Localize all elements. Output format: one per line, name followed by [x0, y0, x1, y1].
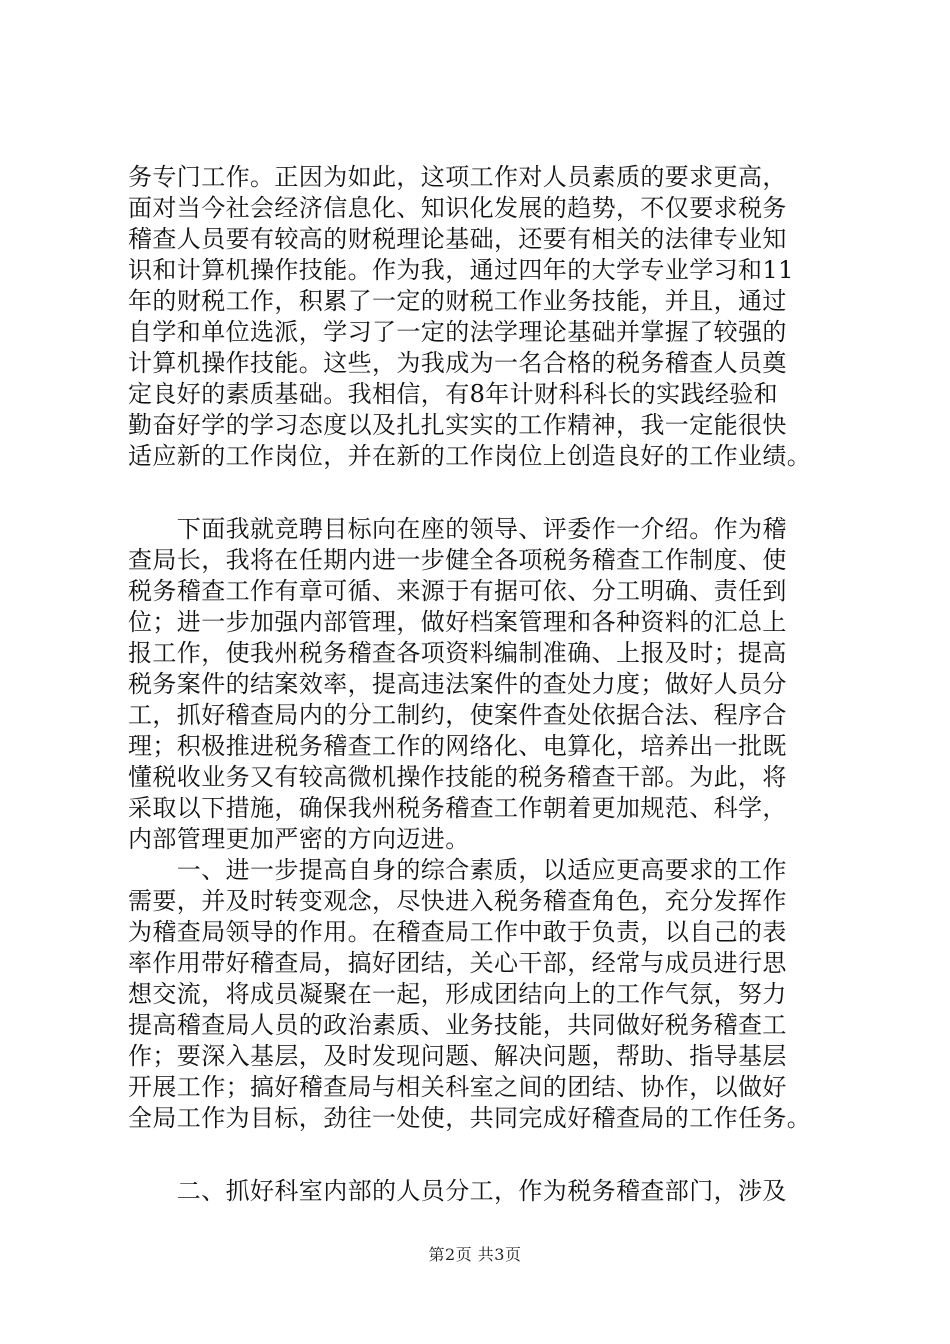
- text-line: 理；积极推进税务稽查工作的网络化、电算化，培养出一批既: [128, 732, 787, 760]
- text-line: 率作用带好稽查局，搞好团结，关心干部，经常与成员进行思: [128, 949, 787, 977]
- text-line: 开展工作；搞好稽查局与相关科室之间的团结、协作，以做好: [128, 1073, 787, 1101]
- text-line: 勤奋好学的学习态度以及扎扎实实的工作精神，我一定能很快: [128, 411, 787, 439]
- text-line: 面对当今社会经济信息化、知识化发展的趋势，不仅要求税务: [128, 194, 787, 222]
- text-line: 提高稽查局人员的政治素质、业务技能，共同做好税务稽查工: [128, 1011, 787, 1039]
- text-line: 工，抓好稽查局内的分工制约，使案件查处依据合法、程序合: [128, 701, 787, 729]
- text-line: 适应新的工作岗位，并在新的工作岗位上创造良好的工作业绩。: [128, 442, 812, 470]
- text-line: 二、抓好科室内部的人员分工，作为税务稽查部门，涉及: [128, 1177, 787, 1205]
- text-line: 务专门工作。正因为如此，这项工作对人员素质的要求更高，: [128, 163, 787, 191]
- text-line: 采取以下措施，确保我州税务稽查工作朝着更加规范、科学，: [128, 794, 787, 822]
- text-line: 计算机操作技能。这些，为我成为一名合格的税务稽查人员奠: [128, 349, 787, 377]
- text-line: 需要，并及时转变观念，尽快进入税务稽查角色，充分发挥作: [128, 887, 787, 915]
- paragraph-4: [128, 1176, 848, 1207]
- text-line: 懂税收业务又有较高微机操作技能的税务稽查干部。为此，将: [128, 763, 787, 791]
- text-line: 下面我就竞聘目标向在座的领导、评委作一介绍。作为稽: [128, 515, 787, 543]
- text-line: 稽查人员要有较高的财税理论基础，还要有相关的法律专业知: [128, 225, 787, 253]
- text-line: 年的财税工作，积累了一定的财税工作业务技能，并且，通过: [128, 287, 787, 315]
- paragraph-1: [128, 162, 848, 472]
- text-line: 税务稽查工作有章可循、来源于有据可依、分工明确、责任到: [128, 577, 787, 605]
- page-number-footer: 第2页 共3页: [428, 1245, 522, 1264]
- text-line: 全局工作为目标，劲往一处使，共同完成好稽查局的工作任务。: [128, 1104, 812, 1132]
- text-line: 为稽查局领导的作用。在稽查局工作中敢于负责，以自己的表: [128, 918, 787, 946]
- paragraph-spacer: [128, 472, 848, 514]
- text-line: 自学和单位选派，学习了一定的法学理论基础并掌握了较强的: [128, 318, 787, 346]
- text-line: 内部管理更加严密的方向迈进。: [128, 825, 470, 853]
- text-line: 位；进一步加强内部管理，做好档案管理和各种资料的汇总上: [128, 608, 787, 636]
- text-line: 识和计算机操作技能。作为我，通过四年的大学专业学习和11: [128, 256, 794, 284]
- text-line: 查局长，我将在任期内进一步健全各项税务稽查工作制度、使: [128, 546, 787, 574]
- document-body: [128, 162, 848, 1207]
- text-line: 一、进一步提高自身的综合素质，以适应更高要求的工作: [128, 856, 787, 884]
- paragraph-spacer: [128, 1134, 848, 1176]
- text-line: 想交流，将成员凝聚在一起，形成团结向上的工作气氛，努力: [128, 980, 787, 1008]
- text-line: 税务案件的结案效率，提高违法案件的查处力度；做好人员分: [128, 670, 787, 698]
- text-line: 定良好的素质基础。我相信，有8年计财科科长的实践经验和: [128, 380, 779, 408]
- paragraph-2: [128, 514, 848, 855]
- text-line: 作；要深入基层，及时发现问题、解决问题，帮助、指导基层: [128, 1042, 787, 1070]
- text-line: 报工作，使我州税务稽查各项资料编制准确、上报及时；提高: [128, 639, 787, 667]
- paragraph-3: [128, 855, 848, 1134]
